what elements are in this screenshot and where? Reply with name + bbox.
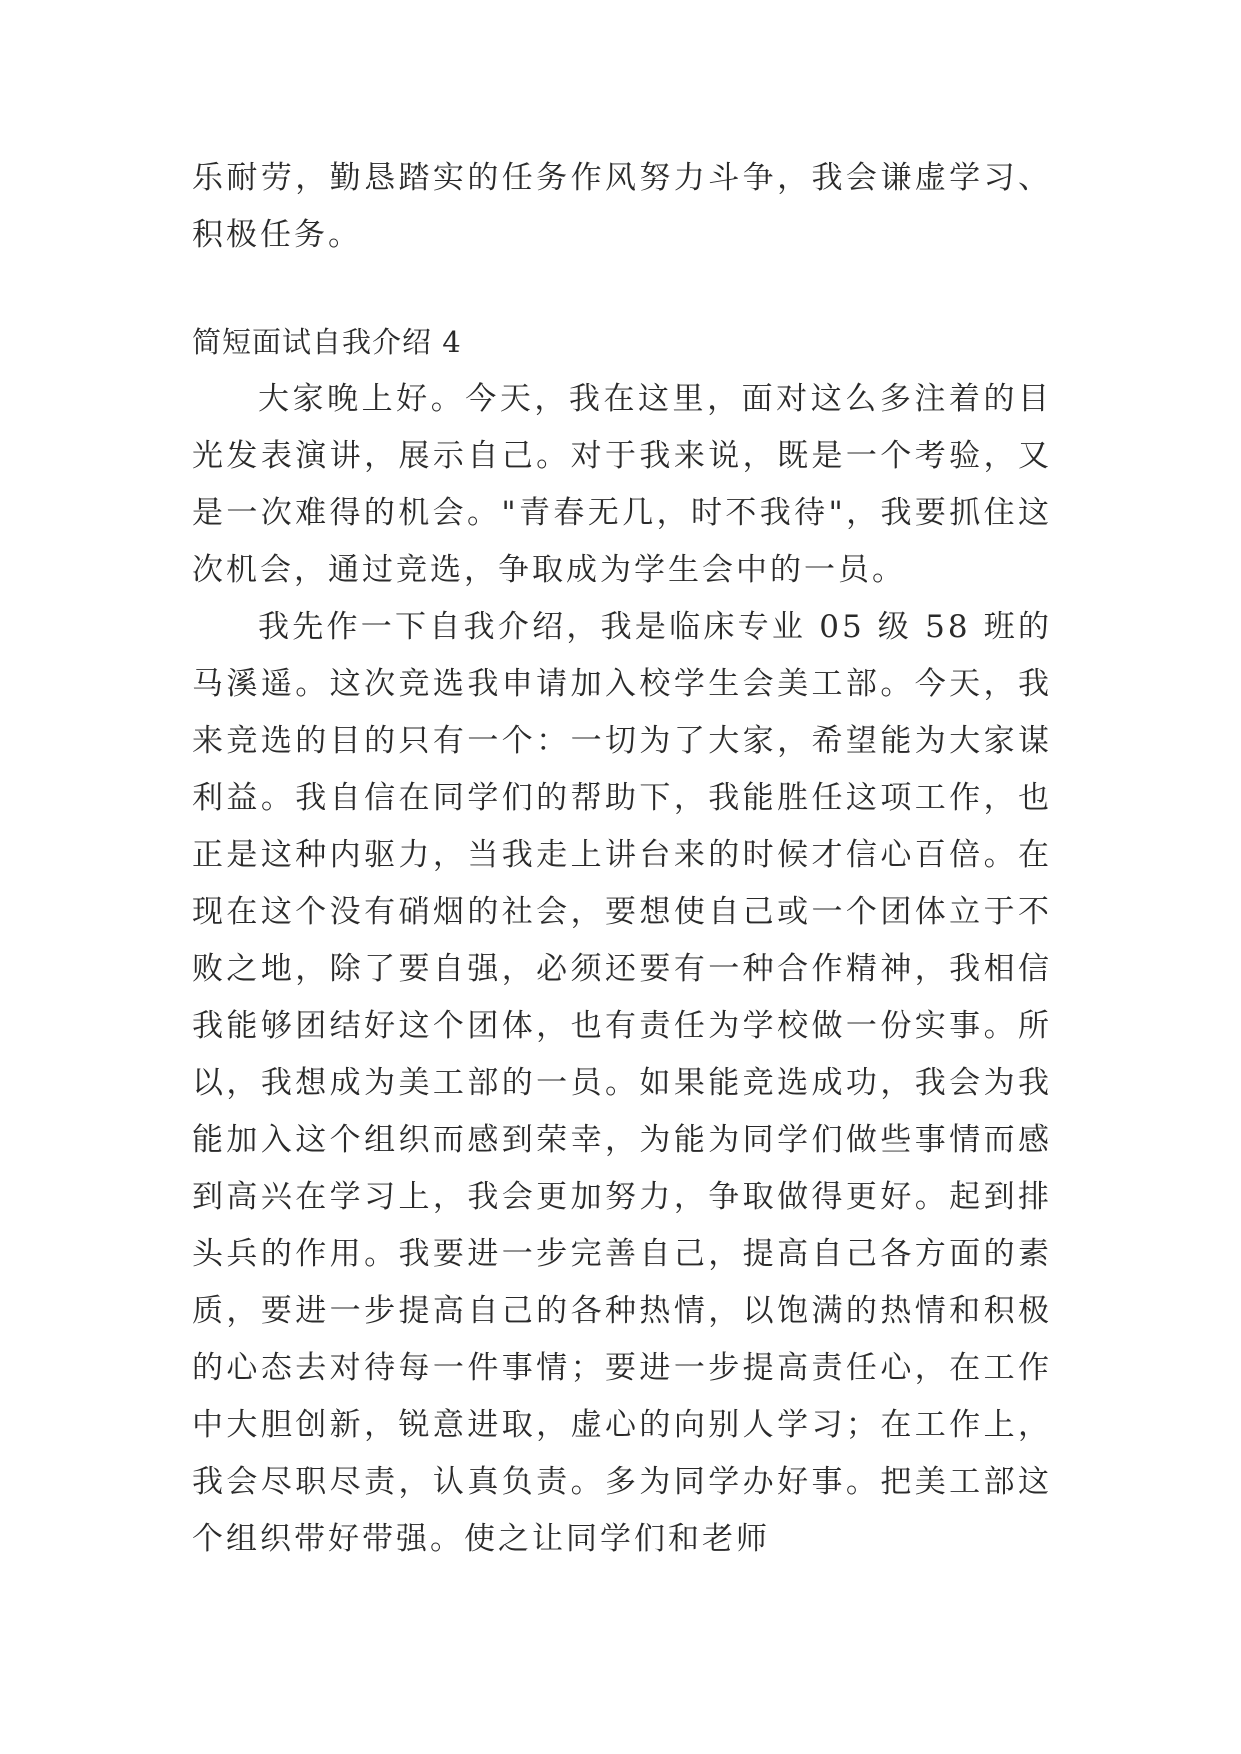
continuation-paragraph: 乐耐劳，勤恳踏实的任务作风努力斗争，我会谦虚学习、积极任务。: [192, 160, 1052, 253]
body-paragraph-1: 大家晚上好。今天，我在这里，面对这么多注着的目光发表演讲，展示自己。对于我来说，既是一个考验，又是一次难得的机会。"青春无几，时不我待"，我要抓住这次机会，通过竞选，争取成为学生会中的一员。: [192, 381, 1052, 588]
document-body: [192, 150, 1052, 1568]
section-title: 简短面试自我介绍 4: [192, 325, 462, 359]
body-paragraph-2: 我先作一下自我介绍，我是临床专业 05 级 58 班的马溪遥。这次竞选我申请加入校学生会美工部。今天，我来竞选的目的只有一个：一切为了大家，希望能为大家谋利益。我自信在同学们的帮助下，我能胜任这项工作，也正是这种内驱力，当我走上讲台来的时候才信心百倍。在现在这个没有硝烟的社会，要想使自己或一个团体立于不败之地，除了要自强，必须还要有一种合作精神，我相信我能够团结好这个团体，也有责任为学校做一份实事。所以，我想成为美工部的一员。如果能竞选成功，我会为我能加入这个组织而感到荣幸，为能为同学们做些事情而感到高兴在学习上，我会更加努力，争取做得更好。起到排头兵的作用。我要进一步完善自己，提高自己各方面的素质，要进一步提高自己的各种热情，以饱满的热情和积极的心态去对待每一件事情；要进一步提高责任心，在工作中大胆创新，锐意进取，虚心的向别人学习；在工作上，我会尽职尽责，认真负责。多为同学办好事。把美工部这个组织带好带强。使之让同学们和老师: [192, 609, 1052, 1557]
